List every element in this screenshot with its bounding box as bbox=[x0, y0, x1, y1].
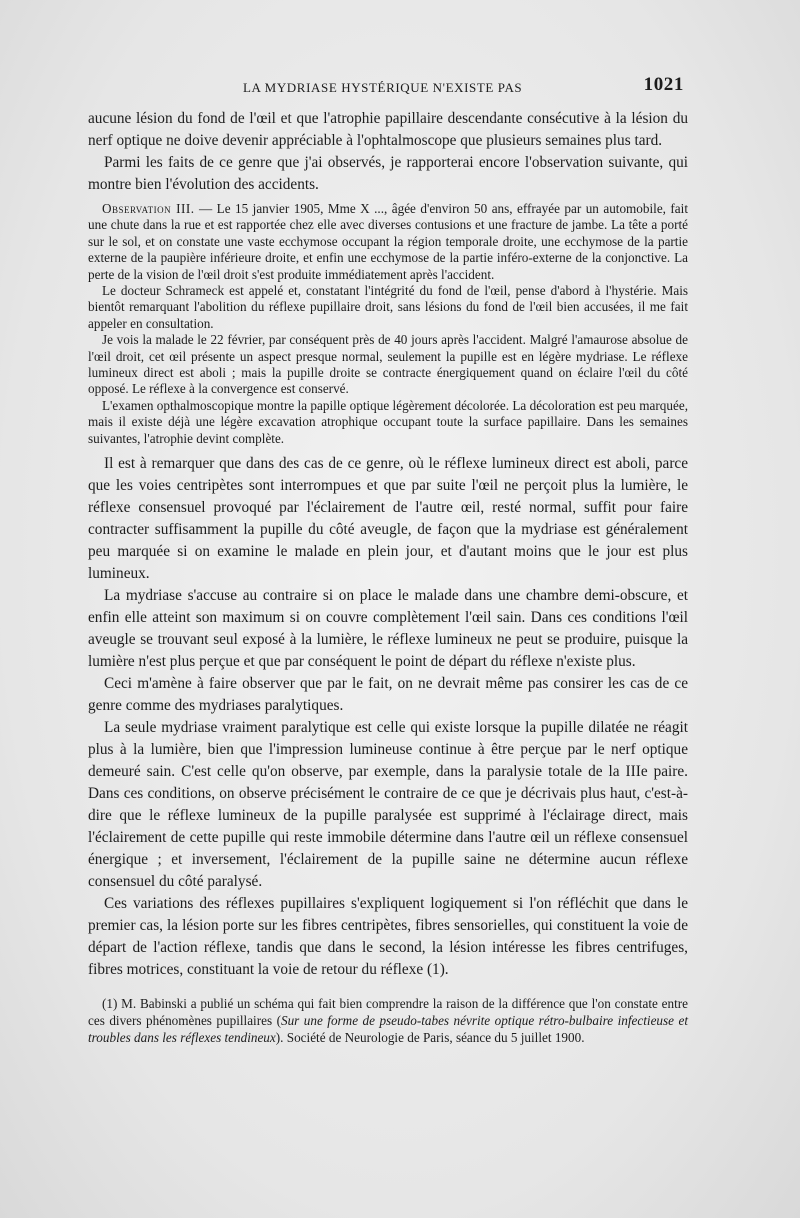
observation-label: Observation III. bbox=[102, 201, 195, 216]
paragraph-intro-observation: Parmi les faits de ce genre que j'ai observés, je rapporterai encore l'observation suivante, qui montre bien l'évolution des accidents. bbox=[88, 154, 688, 193]
observation-paragraph-4: L'examen opthalmoscopique montre la papille optique légèrement décolorée. La décoloration est peu marquée, mais il existe déjà une légère excavation atrophique occupant toute la surface papillaire. Dans les semaines suivantes, l'atrophie devint complète. bbox=[88, 397, 688, 446]
running-title: LA MYDRIASE HYSTÉRIQUE N'EXISTE PAS bbox=[243, 80, 523, 95]
paragraph-body-1: Il est à remarquer que dans des cas de ce genre, où le réflexe lumineux direct est aboli, parce que les voies centripètes sont interrompues et que par suite l'œil ne perçoit plus la lumière, le réflexe consensuel provoqué par l'éclairement de l'autre œil, resté normal, suffit pour faire contracter suffisamment la pupille du côté aveugle, de façon que la mydriase est généralement peu marquée si on examine le malade en plein jour, et d'autant moins que le jour est plus lumineux. bbox=[88, 455, 688, 583]
observation-text-1: — Le 15 janvier 1905, Mme X ..., âgée d'environ 50 ans, effrayée par un automobile, fait une chute dans la rue et est rapportée chez elle avec diverses contusions et une fracture de jambe. La tête a porté sur le sol, et on constate une vaste ecchymose occupant la région temporale droite, une ecchymose de la partie externe de la paupière inférieure droite, et enfin une ecchymose de la partie inféro-externe de la conjonctive. La perte de la vision de l'œil droit s'est produite immédiatement après l'accident. bbox=[88, 201, 688, 282]
footnote-tail: ). Société de Neurologie de Paris, séance du 5 juillet 1900. bbox=[275, 1030, 585, 1046]
footnote-text bbox=[88, 995, 688, 1046]
page-number: 1021 bbox=[643, 74, 684, 95]
main-text bbox=[88, 108, 688, 1046]
observation-paragraph-3: Je vois la malade le 22 février, par conséquent près de 40 jours après l'accident. Malgré l'amaurose absolue de l'œil droit, cet œil présente un aspect presque normal, seulement la pupille est en légère mydriase. Le réflexe lumineux direct est aboli ; mais la pupille droite se contracte énergiquement quand on éclaire l'œil du côté opposé. Le réflexe à la convergence est conservé. bbox=[88, 332, 688, 397]
footnote bbox=[88, 995, 688, 1046]
footnote-lead: (1) M. Babinski a publié un schéma qui fait bien comprendre la raison de la différence que l'on constate entre ces divers phénomènes pupillaires ( bbox=[88, 996, 688, 1029]
observation-block bbox=[88, 201, 688, 447]
paragraph-body-4: La seule mydriase vraiment paralytique est celle qui existe lorsque la pupille dilatée ne réagit plus à la lumière, bien que l'impression lumineuse continue à être perçue par le nerf optique demeuré sain. C'est celle qu'on observe, par exemple, dans la paralysie totale de la IIIe paire. Dans ces conditions, on observe précisément le contraire de ce que je décrivais plus haut, c'est-à-dire que le réflexe lumineux de la pupille paralysée est supprimé à l'éclairage direct, mais l'éclairement de cette pupille qui reste immobile détermine dans l'autre œil un réflexe consensuel énergique ; et inversement, l'éclairement de la pupille saine ne détermine aucun réflexe consensuel du côté paralysé. bbox=[88, 719, 688, 891]
paragraph-body-2: La mydriase s'accuse au contraire si on place le malade dans une chambre demi-obscure, et enfin elle atteint son maximum si on couvre complètement l'œil sain. Dans ces conditions l'œil aveugle se trouvant seul exposé à la lumière, le réflexe lumineux ne peut se produire, puisque la lumière n'est plus perçue et que par conséquent le point de départ du réflexe n'existe plus. bbox=[88, 587, 688, 671]
footnote-cited-title: Sur une forme de pseudo-tabes névrite optique rétro-bulbaire infectieuse et troubles dans les réflexes tendineux bbox=[88, 1013, 688, 1046]
observation-paragraph-1 bbox=[88, 201, 688, 283]
paragraph-body-5: Ces variations des réflexes pupillaires s'expliquent logiquement si l'on réfléchit que dans le premier cas, la lésion porte sur les fibres centripètes, fibres sensorielles, qui constituent la voie de départ de l'action réflexe, tandis que dans le second, la lésion intéresse les fibres centrifuges, fibres motrices, constituant la voie de retour du réflexe (1). bbox=[88, 895, 688, 979]
paragraph-body-3: Ceci m'amène à faire observer que par le fait, on ne devrait même pas consirer les cas de ce genre comme des mydriases paralytiques. bbox=[88, 675, 688, 715]
observation-paragraph-2: Le docteur Schrameck est appelé et, constatant l'intégrité du fond de l'œil, pense d'abord à l'hystérie. Mais bientôt remarquant l'abolition du réflexe pupillaire droit, sans lésions du fond de l'œil bien accusées, il me fait appeler en consultation. bbox=[88, 283, 688, 331]
paragraph-continuation: aucune lésion du fond de l'œil et que l'atrophie papillaire descendante consécutive à la lésion du nerf optique ne doive devenir appréciable à l'ophtalmoscope que plusieurs semaines plus tard. bbox=[88, 110, 688, 149]
